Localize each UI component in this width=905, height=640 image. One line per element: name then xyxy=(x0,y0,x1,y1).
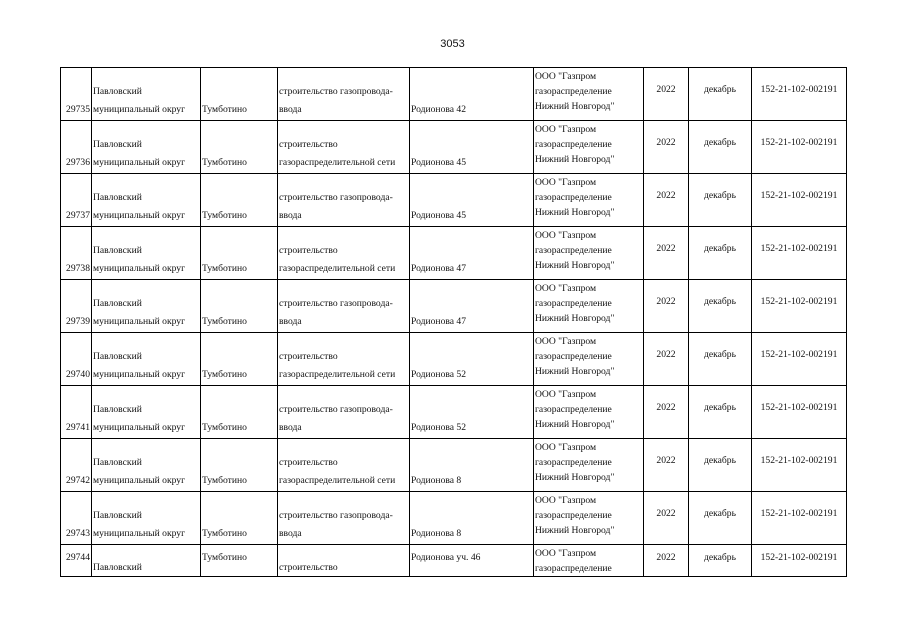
work-type-cell xyxy=(278,333,410,386)
registry-table xyxy=(60,67,847,577)
work-line: строительство газопровода- xyxy=(279,404,393,415)
district-line: Павловский xyxy=(93,351,142,362)
code-cell: 152-21-102-002191 xyxy=(752,492,847,545)
year-cell: 2022 xyxy=(644,333,689,386)
district-line: муниципальный округ xyxy=(93,210,186,221)
org-line: Нижний Новгород" xyxy=(535,366,615,377)
month-cell: декабрь xyxy=(689,386,752,439)
row-number: 29735 xyxy=(61,68,92,121)
district-line: муниципальный округ xyxy=(93,104,186,115)
district-line: муниципальный округ xyxy=(93,475,186,486)
district-cell xyxy=(92,227,201,280)
org-line: Нижний Новгород" xyxy=(535,313,615,324)
work-type-cell xyxy=(278,386,410,439)
table-row xyxy=(61,68,847,121)
district-cell xyxy=(92,492,201,545)
table-body xyxy=(61,68,847,577)
row-number: 29737 xyxy=(61,174,92,227)
row-number: 29741 xyxy=(61,386,92,439)
district-cell xyxy=(92,174,201,227)
locality-cell: Тумботино xyxy=(201,492,278,545)
page-number: 3053 xyxy=(440,38,465,50)
organization-cell xyxy=(534,333,644,386)
district-line: Павловский xyxy=(93,298,142,309)
org-line: Нижний Новгород" xyxy=(535,101,615,112)
org-line: Нижний Новгород" xyxy=(535,419,615,430)
org-line: ООО "Газпром xyxy=(535,71,597,82)
locality-cell: Тумботино xyxy=(201,68,278,121)
month-cell: декабрь xyxy=(689,333,752,386)
district-line: муниципальный округ xyxy=(93,263,186,274)
organization-cell xyxy=(534,439,644,492)
district-cell xyxy=(92,68,201,121)
work-line: ввода xyxy=(279,104,302,115)
code-cell: 152-21-102-002191 xyxy=(752,333,847,386)
work-type-cell xyxy=(278,492,410,545)
month-cell: декабрь xyxy=(689,280,752,333)
work-line: газораспределительной сети xyxy=(279,369,396,380)
district-line: Павловский xyxy=(93,139,142,150)
work-line: строительство xyxy=(279,245,338,256)
year-cell: 2022 xyxy=(644,121,689,174)
work-line: строительство xyxy=(279,139,338,150)
work-type-cell: строительство xyxy=(278,545,410,577)
table-row xyxy=(61,492,847,545)
work-line: строительство газопровода- xyxy=(279,510,393,521)
locality-cell: Тумботино xyxy=(201,227,278,280)
code-cell: 152-21-102-002191 xyxy=(752,386,847,439)
organization-cell xyxy=(534,174,644,227)
work-line: ввода xyxy=(279,528,302,539)
work-type-cell xyxy=(278,227,410,280)
month-cell: декабрь xyxy=(689,492,752,545)
year-cell: 2022 xyxy=(644,545,689,577)
district-cell xyxy=(92,386,201,439)
locality-cell: Тумботино xyxy=(201,121,278,174)
organization-cell xyxy=(534,227,644,280)
code-cell: 152-21-102-002191 xyxy=(752,121,847,174)
org-line: газораспределение xyxy=(535,510,612,521)
code-cell: 152-21-102-002191 xyxy=(752,227,847,280)
organization-cell xyxy=(534,386,644,439)
org-line: ООО "Газпром xyxy=(535,336,597,347)
district-line: муниципальный округ xyxy=(93,369,186,380)
row-number: 29742 xyxy=(61,439,92,492)
district-cell xyxy=(92,280,201,333)
work-line: строительство xyxy=(279,351,338,362)
org-line: газораспределение xyxy=(535,192,612,203)
address-cell: Родионова 52 xyxy=(410,333,534,386)
month-cell: декабрь xyxy=(689,227,752,280)
table-row xyxy=(61,227,847,280)
month-cell: декабрь xyxy=(689,439,752,492)
district-cell xyxy=(92,333,201,386)
work-line: строительство газопровода- xyxy=(279,192,393,203)
address-cell: Родионова уч. 46 xyxy=(410,545,534,577)
org-line: газораспределение xyxy=(535,298,612,309)
address-cell: Родионова 8 xyxy=(410,439,534,492)
district-line: Павловский xyxy=(93,510,142,521)
work-line: ввода xyxy=(279,210,302,221)
district-cell: Павловский xyxy=(92,545,201,577)
org-line: Нижний Новгород" xyxy=(535,472,615,483)
address-cell: Родионова 47 xyxy=(410,280,534,333)
organization-cell xyxy=(534,545,644,577)
month-cell: декабрь xyxy=(689,545,752,577)
row-number: 29738 xyxy=(61,227,92,280)
table-row xyxy=(61,439,847,492)
district-line: Павловский xyxy=(93,457,142,468)
org-line: ООО "Газпром xyxy=(535,124,597,135)
locality-cell: Тумботино xyxy=(201,545,278,577)
work-line: строительство газопровода- xyxy=(279,86,393,97)
district-line: муниципальный округ xyxy=(93,528,186,539)
code-cell: 152-21-102-002191 xyxy=(752,439,847,492)
locality-cell: Тумботино xyxy=(201,333,278,386)
district-line: муниципальный округ xyxy=(93,422,186,433)
work-type-cell xyxy=(278,439,410,492)
district-line: Павловский xyxy=(93,404,142,415)
organization-cell xyxy=(534,492,644,545)
org-line: газораспределение xyxy=(535,245,612,256)
district-cell xyxy=(92,121,201,174)
locality-cell: Тумботино xyxy=(201,174,278,227)
address-cell: Родионова 42 xyxy=(410,68,534,121)
org-line: Нижний Новгород" xyxy=(535,260,615,271)
org-line: газораспределение xyxy=(535,139,612,150)
month-cell: декабрь xyxy=(689,174,752,227)
address-cell: Родионова 52 xyxy=(410,386,534,439)
org-line: ООО "Газпром xyxy=(535,177,597,188)
address-cell: Родионова 45 xyxy=(410,121,534,174)
table-row xyxy=(61,121,847,174)
code-cell: 152-21-102-002191 xyxy=(752,545,847,577)
work-type-cell xyxy=(278,174,410,227)
address-cell: Родионова 47 xyxy=(410,227,534,280)
code-cell: 152-21-102-002191 xyxy=(752,280,847,333)
locality-cell: Тумботино xyxy=(201,439,278,492)
year-cell: 2022 xyxy=(644,227,689,280)
work-line: строительство xyxy=(279,457,338,468)
org-line: Нижний Новгород" xyxy=(535,207,615,218)
locality-cell: Тумботино xyxy=(201,280,278,333)
year-cell: 2022 xyxy=(644,280,689,333)
work-line: газораспределительной сети xyxy=(279,475,396,486)
organization-cell xyxy=(534,68,644,121)
table-row xyxy=(61,333,847,386)
work-line: газораспределительной сети xyxy=(279,157,396,168)
district-cell xyxy=(92,439,201,492)
org-line: ООО "Газпром xyxy=(535,548,597,559)
org-line: ООО "Газпром xyxy=(535,283,597,294)
org-line: газораспределение xyxy=(535,351,612,362)
code-cell: 152-21-102-002191 xyxy=(752,174,847,227)
row-number: 29740 xyxy=(61,333,92,386)
row-number: 29744 xyxy=(61,545,92,577)
year-cell: 2022 xyxy=(644,386,689,439)
month-cell: декабрь xyxy=(689,68,752,121)
work-line: ввода xyxy=(279,316,302,327)
org-line: ООО "Газпром xyxy=(535,389,597,400)
work-type-cell xyxy=(278,68,410,121)
org-line: газораспределение xyxy=(535,404,612,415)
district-line: Павловский xyxy=(93,86,142,97)
org-line: Нижний Новгород" xyxy=(535,154,615,165)
organization-cell xyxy=(534,280,644,333)
district-line: муниципальный округ xyxy=(93,316,186,327)
org-line: газораспределение xyxy=(535,86,612,97)
work-type-cell xyxy=(278,280,410,333)
district-line: Павловский xyxy=(93,192,142,203)
district-line: Павловский xyxy=(93,245,142,256)
org-line: ООО "Газпром xyxy=(535,495,597,506)
code-cell: 152-21-102-002191 xyxy=(752,68,847,121)
work-line: ввода xyxy=(279,422,302,433)
year-cell: 2022 xyxy=(644,492,689,545)
year-cell: 2022 xyxy=(644,68,689,121)
table-row xyxy=(61,174,847,227)
organization-cell xyxy=(534,121,644,174)
month-cell: декабрь xyxy=(689,121,752,174)
org-line: газораспределение xyxy=(535,457,612,468)
org-line: Нижний Новгород" xyxy=(535,525,615,536)
row-number: 29736 xyxy=(61,121,92,174)
org-line: ООО "Газпром xyxy=(535,442,597,453)
district-line: муниципальный округ xyxy=(93,157,186,168)
year-cell: 2022 xyxy=(644,174,689,227)
table-row xyxy=(61,545,847,577)
org-line: газораспределение xyxy=(535,563,612,574)
address-cell: Родионова 8 xyxy=(410,492,534,545)
work-line: газораспределительной сети xyxy=(279,263,396,274)
table-row xyxy=(61,386,847,439)
org-line: ООО "Газпром xyxy=(535,230,597,241)
row-number: 29739 xyxy=(61,280,92,333)
locality-cell: Тумботино xyxy=(201,386,278,439)
work-type-cell xyxy=(278,121,410,174)
row-number: 29743 xyxy=(61,492,92,545)
work-line: строительство газопровода- xyxy=(279,298,393,309)
table-row xyxy=(61,280,847,333)
year-cell: 2022 xyxy=(644,439,689,492)
address-cell: Родионова 45 xyxy=(410,174,534,227)
